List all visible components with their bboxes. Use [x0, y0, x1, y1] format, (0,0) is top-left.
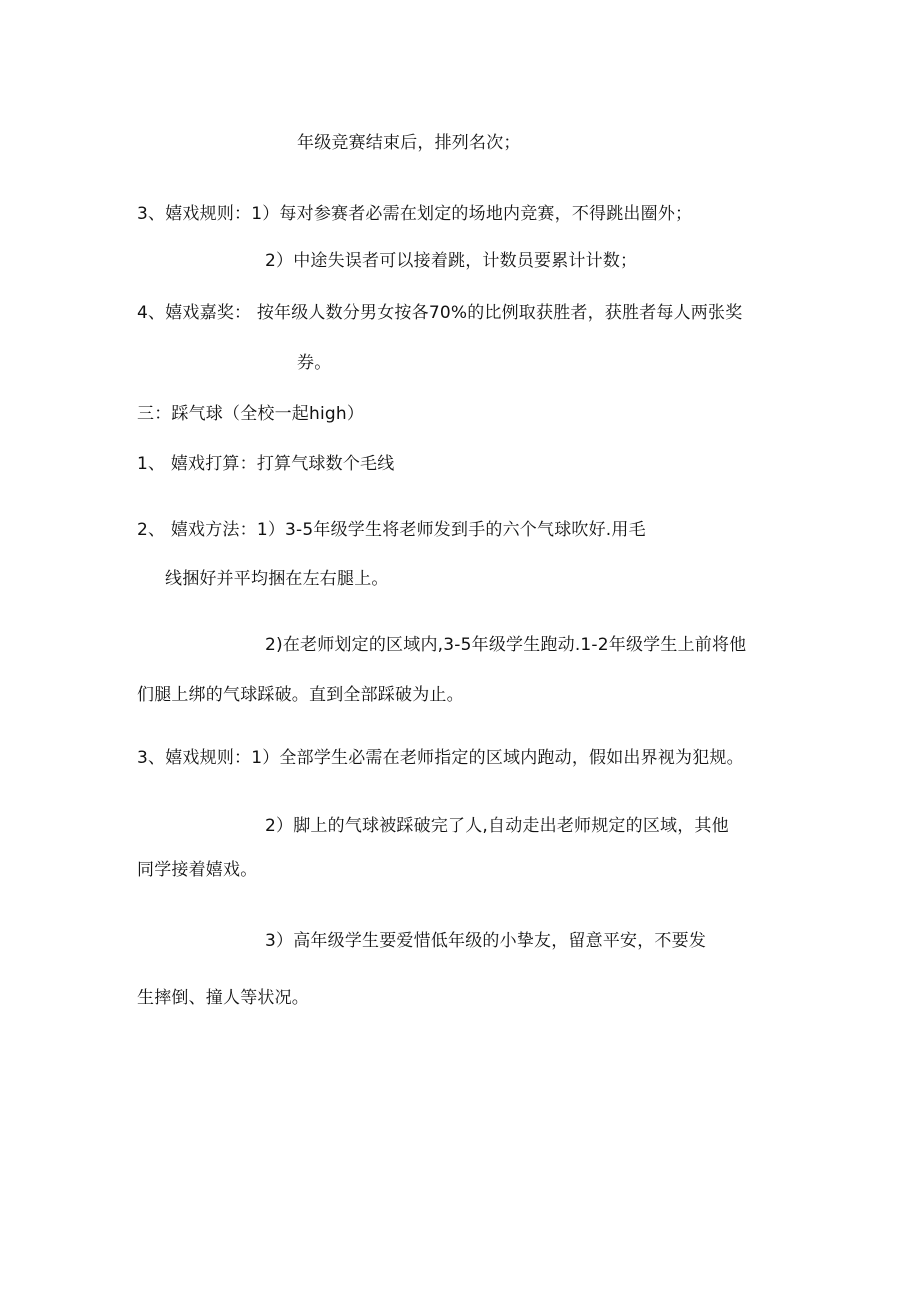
- text-line: 2）脚上的气球被踩破完了人,自动走出老师规定的区域，其他: [265, 816, 729, 836]
- text-line: 3）高年级学生要爱惜低年级的小挚友，留意平安，不要发: [265, 931, 707, 951]
- text-line: 券。: [297, 353, 332, 373]
- text-line: 1、 嬉戏打算：打算气球数个毛线: [137, 454, 395, 474]
- text-line: 2)在老师划定的区域内,3-5年级学生跑动.1-2年级学生上前将他: [265, 635, 747, 655]
- text-line: 3、嬉戏规则：1）全部学生必需在老师指定的区域内跑动，假如出界视为犯规。: [137, 748, 744, 768]
- text-line: 们腿上绑的气球踩破。直到全部踩破为止。: [137, 685, 464, 705]
- text-line: 年级竞赛结束后，排列名次；: [297, 133, 521, 153]
- section-heading: 三：踩气球（全校一起high）: [137, 404, 365, 424]
- text-line: 2）中途失误者可以接着跳，计数员要累计计数；: [265, 251, 638, 271]
- text-line: 同学接着嬉戏。: [137, 860, 258, 880]
- text-line: 3、嬉戏规则：1）每对参赛者必需在划定的场地内竞赛，不得跳出圈外；: [137, 204, 693, 224]
- text-line: 2、 嬉戏方法：1）3-5年级学生将老师发到手的六个气球吹好.用毛: [137, 520, 646, 540]
- text-line: 线捆好并平均捆在左右腿上。: [165, 569, 389, 589]
- text-line: 生摔倒、撞人等状况。: [137, 988, 309, 1008]
- text-line: 4、嬉戏嘉奖： 按年级人数分男女按各70%的比例取获胜者，获胜者每人两张奖: [137, 303, 743, 323]
